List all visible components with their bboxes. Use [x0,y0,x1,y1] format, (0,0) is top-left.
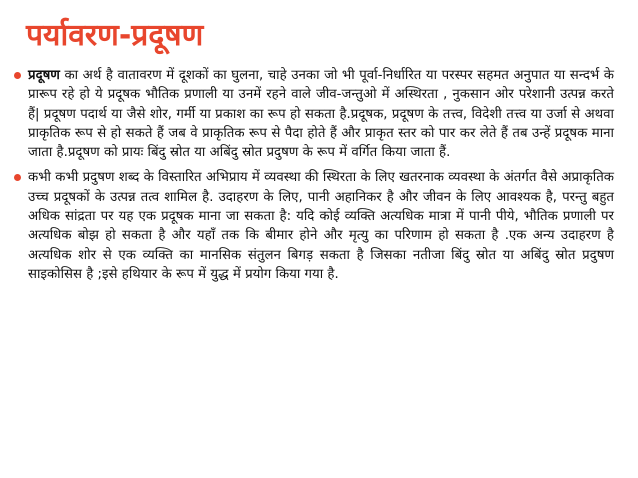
bullet-dot-icon [14,72,21,79]
bullet-list [14,66,614,290]
paragraph-lead-term: प्रदूषण [28,68,60,83]
bullet-paragraph-2 [14,168,614,284]
slide-title: पर्यावरण-प्रदूषण [26,18,204,53]
bullet-dot-icon [14,174,21,181]
paragraph-text: का अर्थ है वातावरण में दूशकों का घुलना, चाहे उनका जो भी पूर्वा-निर्धारित या परस्पर सहमत अनुपात या सन्दर्भ के प्रारूप रहे हो ये प्रदूषक भौतिक प्रणाली या उनमें रहने वाले जीव-जन्तुओ में अस्थिरता , नुकसान ओर परेशानी उत्पन्न करते हैं| प्रदूषण पदार्थ या जैसे शोर, गर्मी या प्रकाश का रूप हो सकता है.प्रदूषक, प्रदूषण के तत्त्व, विदेशी तत्त्व या उर्जा से अथवा प्राकृतिक रूप से हो सकते हैं जब वे प्राकृतिक रूप से पैदा होते हैं और प्राकृत स्तर को पार कर लेते हैं तब उन्हें प्रदूषक माना जाता है.प्रदूषण को प्रायः बिंदु स्रोत या अबिंदु स्रोत प्रदुषण के रूप में वर्गित किया जाता हैं. [28,68,614,161]
paragraph-text: कभी कभी प्रदुषण शब्द के विस्तारित अभिप्राय में व्यवस्था की स्थिरता के लिए खतरनाक व्यवस्था के अंतर्गत वैसे अप्राकृतिक उच्च प्रदूषकों के उत्पन्न तत्व शामिल है. उदाहरण के लिए, पानी अहानिकर है और जीवन के लिए आवश्यक है, परन्तु बहुत अधिक सांद्रता पर यह एक प्रदूषक माना जा सकता है: यदि कोई व्यक्ति अत्यधिक मात्रा में पानी पीये, भौतिक प्रणाली पर अत्यधिक बोझ हो सकता है और यहाँ तक कि बीमार होने और मृत्यु का परिणाम हो सकता है .एक अन्य उदाहरण है अत्यधिक शोर से एक व्यक्ति का मानसिक संतुलन बिगड़ सकता है जिसका नतीजा बिंदु स्रोत या अबिंदु स्रोत प्रदुषण साइकोसिस है ;इसे हथियार के रूप में युद्ध में प्रयोग किया गया है. [28,170,614,282]
bullet-paragraph-1 [14,66,614,162]
